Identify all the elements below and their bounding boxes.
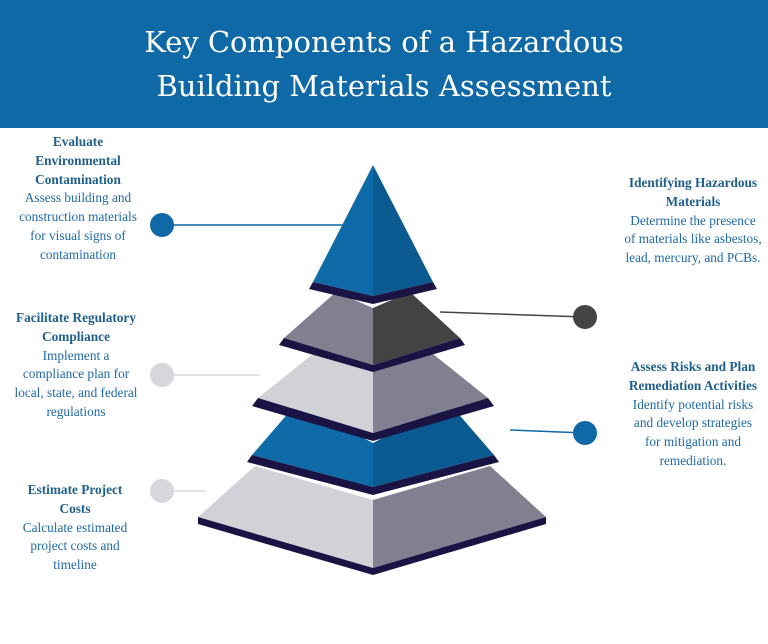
component-description: Assess building and construction materials for visual signs of contamination [19, 190, 137, 262]
component-assess-risks [628, 358, 758, 471]
bullet-1 [150, 213, 174, 237]
component-description: Determine the presence of materials like asbestos, lead, mercury, and PCBs. [624, 212, 762, 266]
connector-line-4 [440, 312, 585, 317]
component-heading: Evaluate Environmental Contamination [35, 134, 121, 187]
component-identify-hazardous [624, 174, 762, 268]
page-title: Key Components of a Hazardous Building Materials Assessment [144, 25, 624, 103]
pyramid-tier-1 [313, 165, 433, 296]
component-evaluate-contamination [12, 133, 144, 265]
component-heading: Facilitate Regulatory Compliance [15, 310, 136, 344]
component-project-costs [12, 481, 138, 575]
bullet-3 [150, 479, 174, 503]
bullet-5 [573, 421, 597, 445]
component-heading: Estimate Project Costs [27, 482, 123, 516]
component-regulatory-compliance [12, 309, 140, 422]
component-heading: Identifying Hazardous Materials [628, 175, 758, 209]
bullet-2 [150, 363, 174, 387]
component-description: Implement a compliance plan for local, state, and federal regulations [14, 347, 138, 419]
component-heading: Assess Risks and Plan Remediation Activities [628, 359, 758, 393]
bullet-4 [573, 305, 597, 329]
component-description: Identify potential risks and develop strategies for mitigation and remediation. [632, 396, 754, 468]
component-description: Calculate estimated project costs and timeline [22, 519, 128, 573]
